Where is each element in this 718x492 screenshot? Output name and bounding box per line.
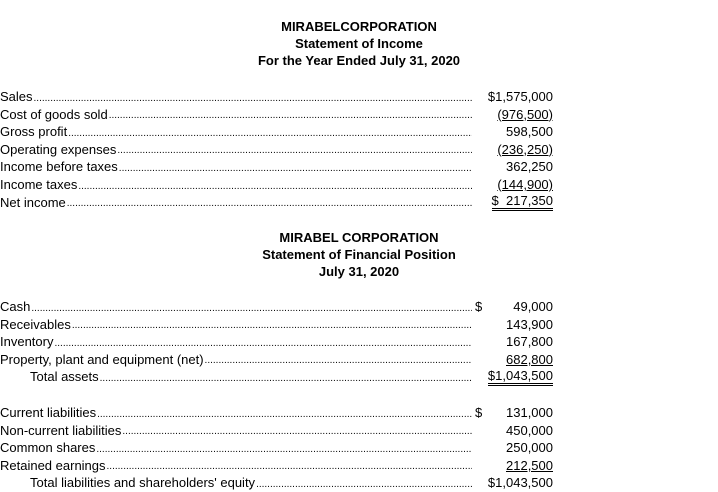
row-value: 49,000 <box>513 299 553 314</box>
row-label: Total assets <box>30 369 99 385</box>
liab-row-non-current <box>0 422 553 440</box>
row-label: Retained earnings <box>0 457 106 473</box>
income-statement-heading <box>0 18 718 69</box>
leader-dots <box>78 180 472 194</box>
income-row-income-taxes <box>0 176 553 194</box>
row-value: 167,800 <box>506 334 553 350</box>
row-amount <box>475 367 553 386</box>
row-value: 362,250 <box>506 159 553 175</box>
row-amount <box>475 88 553 106</box>
row-label: Income before taxes <box>0 159 118 175</box>
liab-row-current <box>0 404 553 422</box>
row-amount <box>475 457 553 475</box>
row-label: Income taxes <box>0 176 78 192</box>
leader-dots <box>68 127 472 141</box>
row-amount <box>475 474 553 492</box>
leader-dots <box>109 109 472 123</box>
row-label: Operating expenses <box>0 141 117 157</box>
row-value: $1,043,500 <box>487 475 553 491</box>
financial-position-heading <box>0 229 718 280</box>
row-amount <box>475 351 553 369</box>
leader-dots <box>54 337 472 351</box>
income-row-cogs <box>0 106 553 124</box>
row-label: Gross profit <box>0 124 68 140</box>
asset-row-receivables <box>0 316 553 334</box>
leader-dots <box>34 92 472 106</box>
row-value: 1,575,000 <box>495 89 553 104</box>
row-currency: $ <box>475 405 483 420</box>
row-amount <box>475 123 553 141</box>
assets-lines <box>0 298 553 386</box>
income-row-net-income <box>0 194 553 212</box>
leader-dots <box>119 162 472 176</box>
row-value: (236,250) <box>497 141 553 157</box>
leader-dots <box>31 302 472 316</box>
asset-row-cash <box>0 298 553 316</box>
leader-dots <box>107 460 472 474</box>
position-company-name: MIRABEL CORPORATION <box>279 230 439 245</box>
income-statement-title: Statement of Income <box>295 36 423 51</box>
leader-dots <box>100 372 472 386</box>
row-value: 450,000 <box>506 422 553 438</box>
row-value: (144,900) <box>497 176 553 192</box>
equity-row-common-shares <box>0 439 553 457</box>
equity-row-retained-earnings <box>0 457 553 475</box>
row-label: Current liabilities <box>0 405 97 420</box>
row-label: Sales <box>0 89 33 104</box>
income-statement-period: For the Year Ended July 31, 2020 <box>257 53 461 68</box>
row-label: Inventory <box>0 334 54 350</box>
income-company-name: MIRABELCORPORATION <box>281 19 437 34</box>
row-amount <box>475 422 553 440</box>
income-row-sales <box>0 88 553 106</box>
row-currency: $ <box>487 89 496 104</box>
row-label: Property, plant and equipment (net) <box>0 351 204 367</box>
row-value: 598,500 <box>506 124 553 140</box>
liabilities-equity-lines <box>0 404 553 492</box>
row-amount <box>475 316 553 334</box>
row-value: (976,500) <box>497 106 553 122</box>
row-label: Cost of goods sold <box>0 106 108 122</box>
income-row-operating-expenses <box>0 141 553 159</box>
row-currency: $ <box>475 299 483 314</box>
leader-dots <box>117 144 472 158</box>
row-label: Common shares <box>0 440 96 456</box>
position-statement-title: Statement of Financial Position <box>262 247 456 262</box>
row-value: 131,000 <box>506 405 553 420</box>
row-value: 682,800 <box>506 351 553 367</box>
leader-dots <box>96 443 472 457</box>
row-label: Non-current liabilities <box>0 422 122 438</box>
row-amount <box>475 439 553 457</box>
row-amount <box>475 176 553 194</box>
leader-dots <box>122 425 472 439</box>
row-amount <box>475 333 553 351</box>
row-amount <box>483 404 553 422</box>
row-value: $1,043,500 <box>488 369 553 386</box>
row-label: Total liabilities and shareholders' equity <box>30 475 256 491</box>
liab-equity-row-total <box>0 474 553 492</box>
leader-dots <box>97 408 472 422</box>
row-value: $ 217,350 <box>492 194 553 211</box>
row-value: 250,000 <box>506 440 553 456</box>
row-label: Net income <box>0 194 66 210</box>
row-value: 143,900 <box>506 316 553 332</box>
asset-row-total <box>0 368 553 386</box>
row-amount <box>475 158 553 176</box>
income-statement-lines <box>0 88 553 211</box>
asset-row-ppe <box>0 351 553 369</box>
income-row-income-before-taxes <box>0 158 553 176</box>
leader-dots <box>72 319 472 333</box>
row-amount <box>475 192 553 211</box>
leader-dots <box>205 354 472 368</box>
row-amount <box>475 106 553 124</box>
row-value: 212,500 <box>506 457 553 473</box>
row-label: Receivables <box>0 316 71 332</box>
leader-dots <box>67 197 472 211</box>
position-statement-date: July 31, 2020 <box>318 264 400 279</box>
row-amount <box>475 141 553 159</box>
leader-dots <box>256 478 472 492</box>
row-label: Cash <box>0 299 31 314</box>
row-amount <box>483 298 553 316</box>
asset-row-inventory <box>0 333 553 351</box>
income-row-gross-profit <box>0 123 553 141</box>
